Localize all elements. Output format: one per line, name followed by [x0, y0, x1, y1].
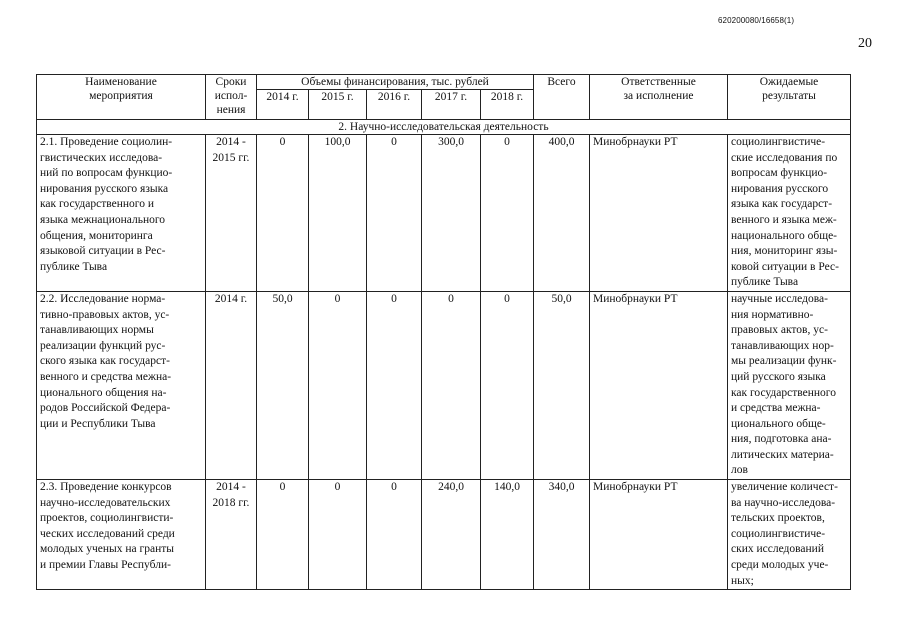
document-id: 620200080/16658(1): [718, 16, 795, 25]
row-responsible: Минобрнауки РТ: [590, 135, 728, 292]
header-results: Ожидаемые результаты: [728, 75, 851, 120]
row-value-2015: 100,0: [309, 135, 367, 292]
row-value-2018: 0: [481, 135, 534, 292]
header-year-2015: 2015 г.: [309, 90, 367, 120]
row-name: 2.2. Исследование норма- тивно-правовых актов, ус- танавливающих нормы реализации функций рус- ского языка как государст- венного и средства межна- ционального общения на- родов Российской Федера- ции и Республики Тыва: [37, 291, 206, 479]
row-term: 2014 г.: [206, 291, 257, 479]
table-row: [37, 480, 851, 590]
row-total: 400,0: [534, 135, 590, 292]
row-value-2016: 0: [367, 480, 422, 590]
header-row-1: [37, 75, 851, 90]
row-name: 2.1. Проведение социолин- гвистических исследова- ний по вопросам функцио- нирования русского языка как государственного и языка межнационального общения, мониторинга языковой ситуации в Рес- публике Тыва: [37, 135, 206, 292]
row-term: 2014 - 2018 гг.: [206, 480, 257, 590]
row-value-2018: 140,0: [481, 480, 534, 590]
row-value-2014: 0: [257, 135, 309, 292]
row-value-2018: 0: [481, 291, 534, 479]
header-year-2017: 2017 г.: [422, 90, 481, 120]
program-table: [36, 74, 851, 590]
header-terms: Сроки испол- нения: [206, 75, 257, 120]
header-funding: Объемы финансирования, тыс. рублей: [257, 75, 534, 90]
row-value-2014: 50,0: [257, 291, 309, 479]
row-result: увеличение количест- ва научно-исследова- тельских проектов, социолингвистиче- ских исследований среди молодых уче- ных;: [728, 480, 851, 590]
row-responsible: Минобрнауки РТ: [590, 291, 728, 479]
header-year-2016: 2016 г.: [367, 90, 422, 120]
header-name: Наименование мероприятия: [37, 75, 206, 120]
header-total: Всего: [534, 75, 590, 120]
page-number: 20: [858, 36, 872, 51]
row-value-2016: 0: [367, 291, 422, 479]
row-total: 340,0: [534, 480, 590, 590]
header-year-2018: 2018 г.: [481, 90, 534, 120]
row-responsible: Минобрнауки РТ: [590, 480, 728, 590]
section-title: 2. Научно-исследовательская деятельность: [37, 120, 851, 135]
row-value-2014: 0: [257, 480, 309, 590]
row-name: 2.3. Проведение конкурсов научно-исследовательских проектов, социолингвисти- ческих исследований среди молодых ученых на гранты и премии Главы Республи-: [37, 480, 206, 590]
row-value-2015: 0: [309, 480, 367, 590]
row-value-2015: 0: [309, 291, 367, 479]
header-year-2014: 2014 г.: [257, 90, 309, 120]
row-value-2017: 240,0: [422, 480, 481, 590]
row-value-2016: 0: [367, 135, 422, 292]
header-responsible: Ответственные за исполнение: [590, 75, 728, 120]
row-term: 2014 - 2015 гг.: [206, 135, 257, 292]
row-result: научные исследова- ния нормативно- правовых актов, ус- танавливающих нор- мы реализации функ- ций русского языка как государственного и средства межна- ционального обще- ния, подготовка ана- литических материа- лов: [728, 291, 851, 479]
table-row: [37, 135, 851, 292]
row-value-2017: 0: [422, 291, 481, 479]
section-row: [37, 120, 851, 135]
row-value-2017: 300,0: [422, 135, 481, 292]
row-result: социолингвистиче- ские исследования по вопросам функцио- нирования русского языка как государст- венного и языка меж- национального обще- ния, мониторинг язы- ковой ситуации в Рес- публике Тыва: [728, 135, 851, 292]
row-total: 50,0: [534, 291, 590, 479]
table-row: [37, 291, 851, 479]
